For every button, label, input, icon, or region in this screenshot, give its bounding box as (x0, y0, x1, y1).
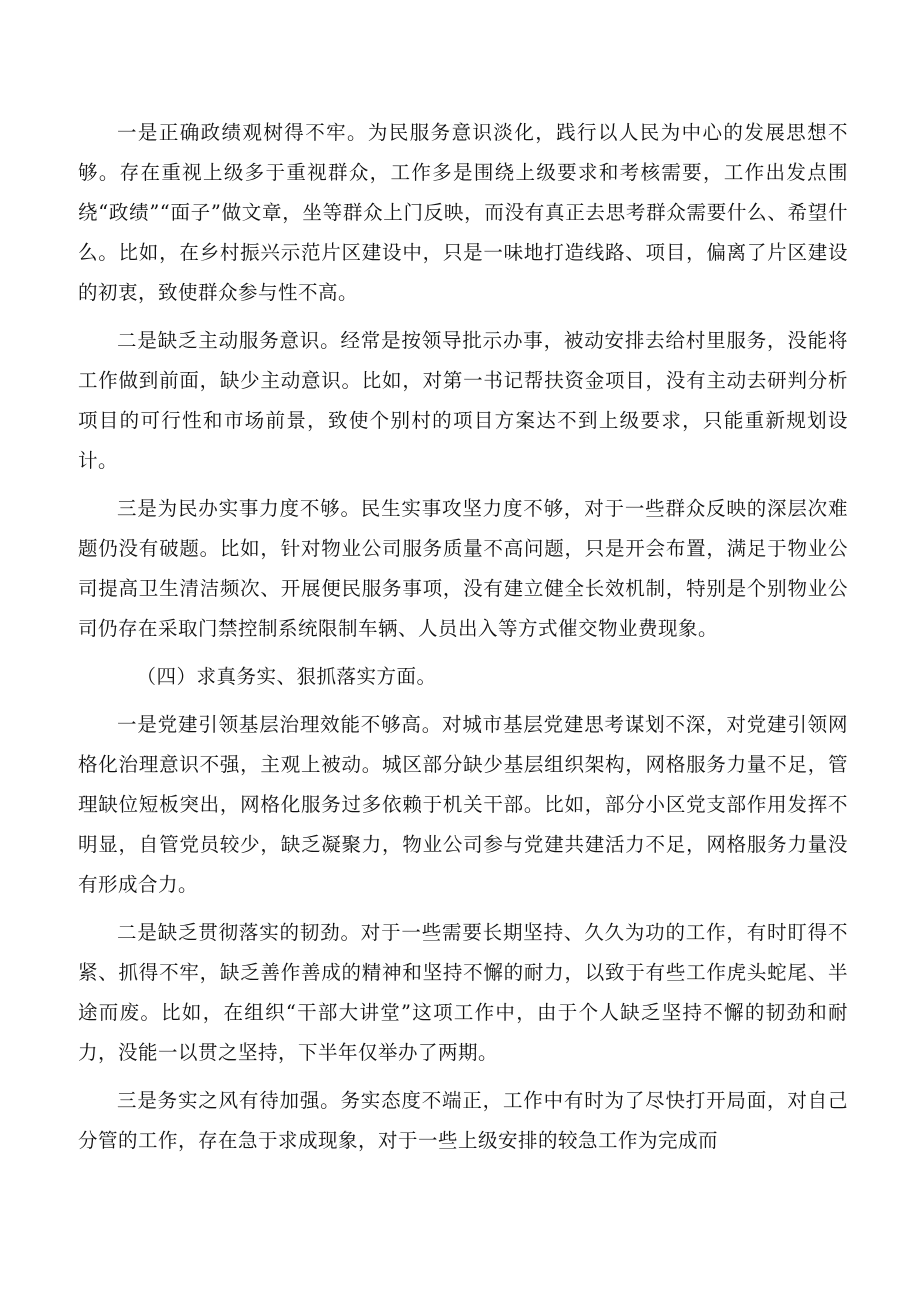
paragraph-weimin-banshishi: 三是为民办实事力度不够。民生实事攻坚力度不够，对于一些群众反映的深层次难题仍没有破题。比如，针对物业公司服务质量不高问题，只是开会布置，满足于物业公司提高卫生清洁频次、开展便民服务事项，没有建立健全长效机制，特别是个别物业公司仍存在采取门禁控制系统限制车辆、人员出入等方式催交物业费现象。 (78, 497, 848, 640)
paragraph-zhudong-fuwu: 二是缺乏主动服务意识。经常是按领导批示办事，被动安排去给村里服务，没能将工作做到前面，缺少主动意识。比如，对第一书记帮扶资金项目，没有主动去研判分析项目的可行性和市场前景，致使个别村的项目方案达不到上级要求，只能重新规划设计。 (78, 329, 848, 472)
paragraph-dangjian-yinling: 一是党建引领基层治理效能不够高。对城市基层党建思考谋划不深，对党建引领网格化治理意识不强，主观上被动。城区部分缺少基层组织架构，网格服务力量不足，管理缺位短板突出，网格化服务过多依赖于机关干部。比如，部分小区党支部作用发挥不明显，自管党员较少，缺乏凝聚力，物业公司参与党建共建活力不足，网格服务力量没有形成合力。 (78, 713, 848, 896)
paragraph-guanche-luoshi: 二是缺乏贯彻落实的韧劲。对于一些需要长期坚持、久久为功的工作，有时盯得不紧、抓得不牢，缺乏善作善成的精神和坚持不懈的耐力，以致于有些工作虎头蛇尾、半途而废。比如，在组织“干部大讲堂”这项工作中，由于个人缺乏坚持不懈的韧劲和耐力，没能一以贯之坚持，下半年仅举办了两期。 (78, 921, 848, 1064)
section-heading-4: （四）求真务实、狠抓落实方面。 (136, 665, 437, 688)
paragraph-wushi-zhifeng: 三是务实之风有待加强。务实态度不端正，工作中有时为了尽快打开局面，对自己分管的工作，存在急于求成现象，对于一些上级安排的较急工作为完成而 (78, 1089, 848, 1152)
paragraph-zhengjiguan: 一是正确政绩观树得不牢。为民服务意识淡化，践行以人民为中心的发展思想不够。存在重视上级多于重视群众，工作多是围绕上级要求和考核需要，工作出发点围绕“政绩”“面子”做文章，坐等群众上门反映，而没有真正去思考群众需要什么、希望什么。比如，在乡村振兴示范片区建设中，只是一味地打造线路、项目，偏离了片区建设的初衷，致使群众参与性不高。 (78, 121, 848, 304)
